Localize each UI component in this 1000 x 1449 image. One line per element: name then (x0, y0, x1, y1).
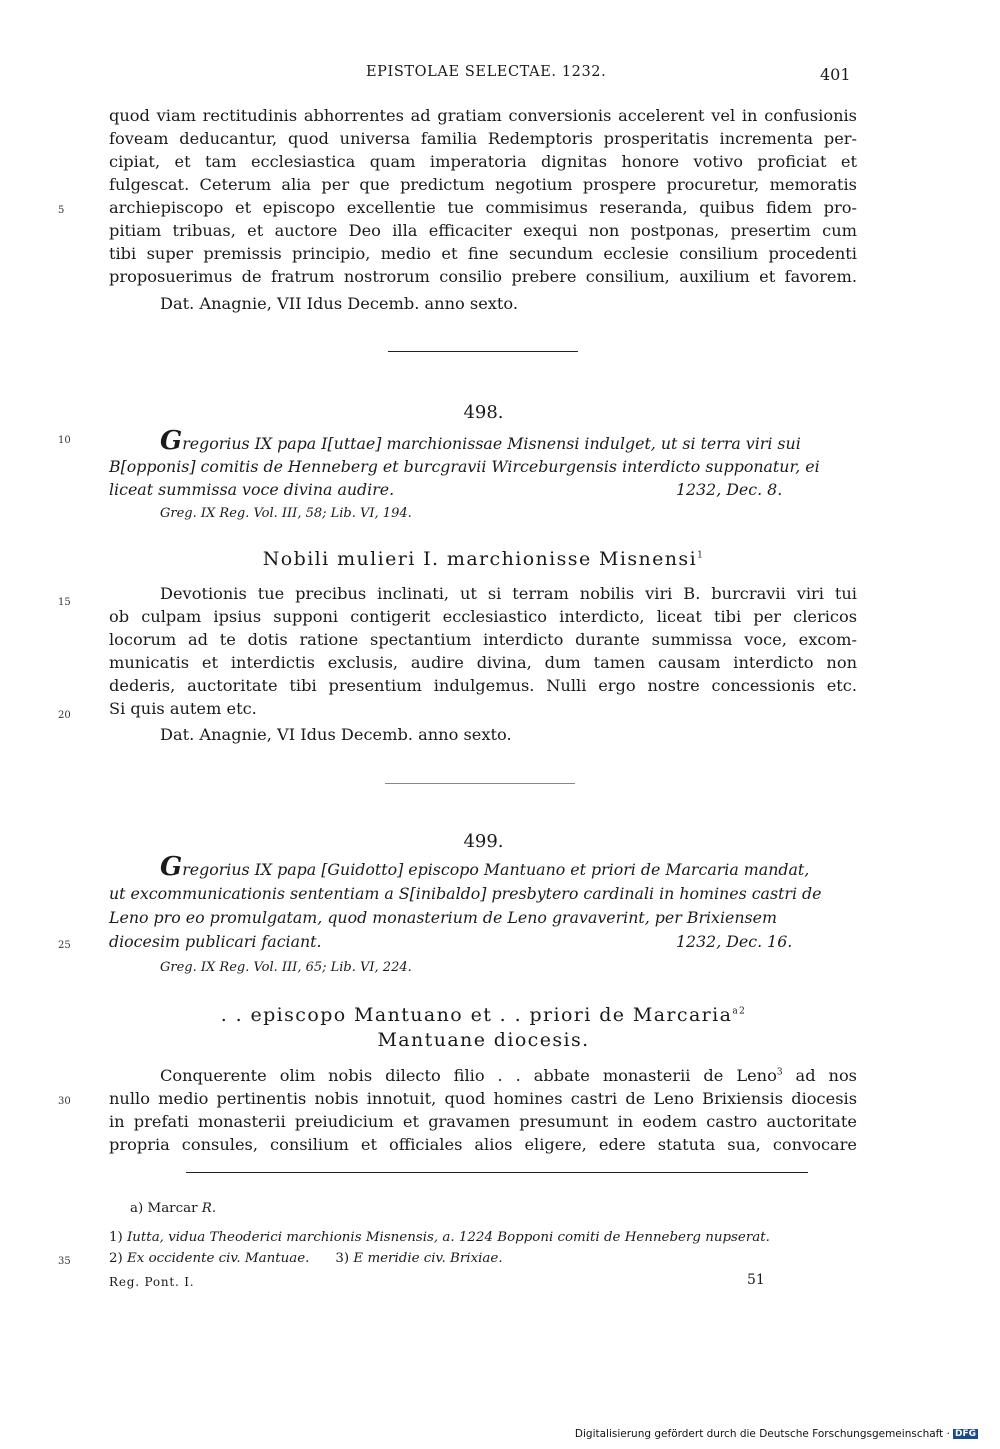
text-line: proposuerimus de fratrum nostrorum consilio prebere consilium, auxilium et favorem. (109, 267, 857, 286)
footnote-mark: 1) (109, 1230, 123, 1245)
footnote-mark: 2) (109, 1251, 123, 1266)
credit-text: Digitalisierung gefördert durch die Deutsche Forschungsgemeinschaft · (574, 1428, 950, 1440)
source-reference: Greg. IX Reg. Vol. III, 65; Lib. VI, 224. (160, 960, 412, 975)
text-segment: Conquerente olim nobis dilecto filio . . abbate monasterii de Leno (160, 1066, 777, 1085)
address-heading (0, 548, 967, 570)
footnote-ref: 1 (697, 550, 705, 561)
line-number-25: 25 (58, 940, 71, 951)
address-heading-line2: Mantuane diocesis. (377, 1029, 590, 1051)
section-separator (385, 783, 575, 784)
footnote-mark: a) (130, 1201, 144, 1216)
text-line: tibi super premissis principio, medio et fine secundum ecclesie consilium procedenti (109, 244, 857, 263)
section-separator (388, 351, 578, 352)
text-line (160, 1065, 857, 1087)
text-line: in prefati monasterii preiudicium et gravamen presumunt in eodem castro auctoritate (109, 1112, 857, 1131)
line-number-30: 30 (58, 1096, 71, 1107)
text-line: cipiat, et tam ecclesiastica quam imperatoria dignitas honore votivo proficiat et (109, 152, 857, 171)
address-text: Nobili mulieri I. marchionisse Misnensi (262, 548, 698, 570)
address-heading (0, 1004, 967, 1026)
regest-line: ut excommunicationis sententiam a S[inibaldo] presbytero cardinali in homines castri de (109, 884, 822, 903)
text-line: archiepiscopo et episcopo excellentie tue commisimus reseranda, quibus fidem pro- (109, 198, 857, 217)
footnote-text: Marcar (147, 1201, 198, 1216)
regest-line: B[opponis] comitis de Henneberg et burcgravii Wirceburgensis interdicto supponatur, ei (109, 457, 820, 476)
footnote-ref: 3 (776, 1067, 783, 1078)
text-line: quod viam rectitudinis abhorrentes ad gratiam conversionis accelerent vel in confusionis (109, 106, 857, 125)
text-line: Si quis autem etc. (109, 699, 257, 718)
document-number: 498. (463, 402, 504, 423)
document-number: 499. (463, 831, 504, 852)
line-number-35: 35 (58, 1256, 71, 1267)
regest-line: diocesim publicari faciant. (109, 932, 322, 951)
footnote-text: Iutta, vidua Theoderici marchionis Misnensis, a. 1224 Bopponi comiti de Henneberg nupserat. (127, 1230, 770, 1245)
text-line: locorum ad te dotis ratione spectantium interdicto durante summissa voce, excom- (109, 630, 857, 649)
text-segment: ad nos (782, 1066, 857, 1085)
regest-line (160, 852, 857, 882)
footnote-1 (109, 1230, 857, 1245)
regest-text: regorius IX papa I[uttae] marchionissae Misnensi indulget, ut si terra viri sui (182, 434, 801, 453)
footer-series-title: Reg. Pont. I. (109, 1275, 195, 1289)
footnote-rule (186, 1172, 808, 1173)
source-reference: Greg. IX Reg. Vol. III, 58; Lib. VI, 194. (160, 506, 412, 521)
regest-line: Leno pro eo promulgatam, quod monasterium de Leno gravaverint, per Brixiensem (109, 908, 777, 927)
regest-line: liceat summissa voce divina audire. (109, 480, 395, 499)
footnote-ref: a2 (732, 1006, 747, 1017)
dfg-logo: DFG (954, 1429, 976, 1439)
footnote-mark: 3) (335, 1251, 350, 1266)
text-line: foveam deducantur, quod universa familia Redemptoris prosperitatis incrementa per- (109, 129, 857, 148)
dating-clause: Dat. Anagnie, VI Idus Decemb. anno sexto. (160, 725, 512, 744)
footnote-2-3 (109, 1251, 857, 1266)
dating-clause: Dat. Anagnie, VII Idus Decemb. anno sexto. (160, 294, 519, 313)
regest-text: regorius IX papa [Guidotto] episcopo Mantuano et priori de Marcaria mandat, (182, 860, 810, 879)
footnote-siglum: R. (201, 1201, 217, 1216)
digitization-credit (575, 1428, 978, 1440)
text-line: propria consules, consilium et officiales alios eligere, edere statuta sua, convocare (109, 1135, 857, 1154)
running-head-title: EPISTOLAE SELECTAE. 1232. (366, 64, 607, 80)
text-line: ob culpam ipsius supponi contigerit ecclesiastico interdicto, liceat tibi per clericos (109, 607, 857, 626)
address-text: . . episcopo Mantuano et . . priori de Marcaria (220, 1004, 733, 1026)
line-number-10: 10 (58, 435, 71, 446)
initial-letter: G (160, 852, 183, 882)
page-number: 401 (820, 65, 851, 84)
text-line: nullo medio pertinentis nobis innotuit, quod homines castri de Leno Brixiensis diocesis (109, 1089, 857, 1108)
sheet-signature: 51 (747, 1272, 765, 1288)
text-line: fulgescat. Ceterum alia per que predictum negotium prospere procuretur, memoratis (109, 175, 857, 194)
text-line: municatis et interdictis exclusis, audire divina, dum tamen causam interdicto non (109, 653, 857, 672)
text-line: pitiam tribuas, et auctore Deo illa efficaciter exequi non postponas, presertim cum (109, 221, 857, 240)
footnote-text: Ex occidente civ. Mantuae. (127, 1251, 310, 1266)
footnote-a (130, 1201, 878, 1216)
text-line: Devotionis tue precibus inclinati, ut si terram nobilis viri B. burcravii viri tui (160, 584, 857, 603)
regest-date: 1232, Dec. 16. (676, 932, 793, 951)
text-line: dederis, auctoritate tibi presentium indulgemus. Nulli ergo nostre concessionis etc. (109, 676, 857, 695)
regest-date: 1232, Dec. 8. (676, 480, 783, 499)
initial-letter: G (160, 426, 183, 456)
regest-line (160, 426, 857, 456)
line-number-20: 20 (58, 710, 71, 721)
line-number-15: 15 (58, 597, 71, 608)
footnote-text: E meridie civ. Brixiae. (353, 1251, 503, 1266)
line-number-5: 5 (58, 205, 65, 216)
